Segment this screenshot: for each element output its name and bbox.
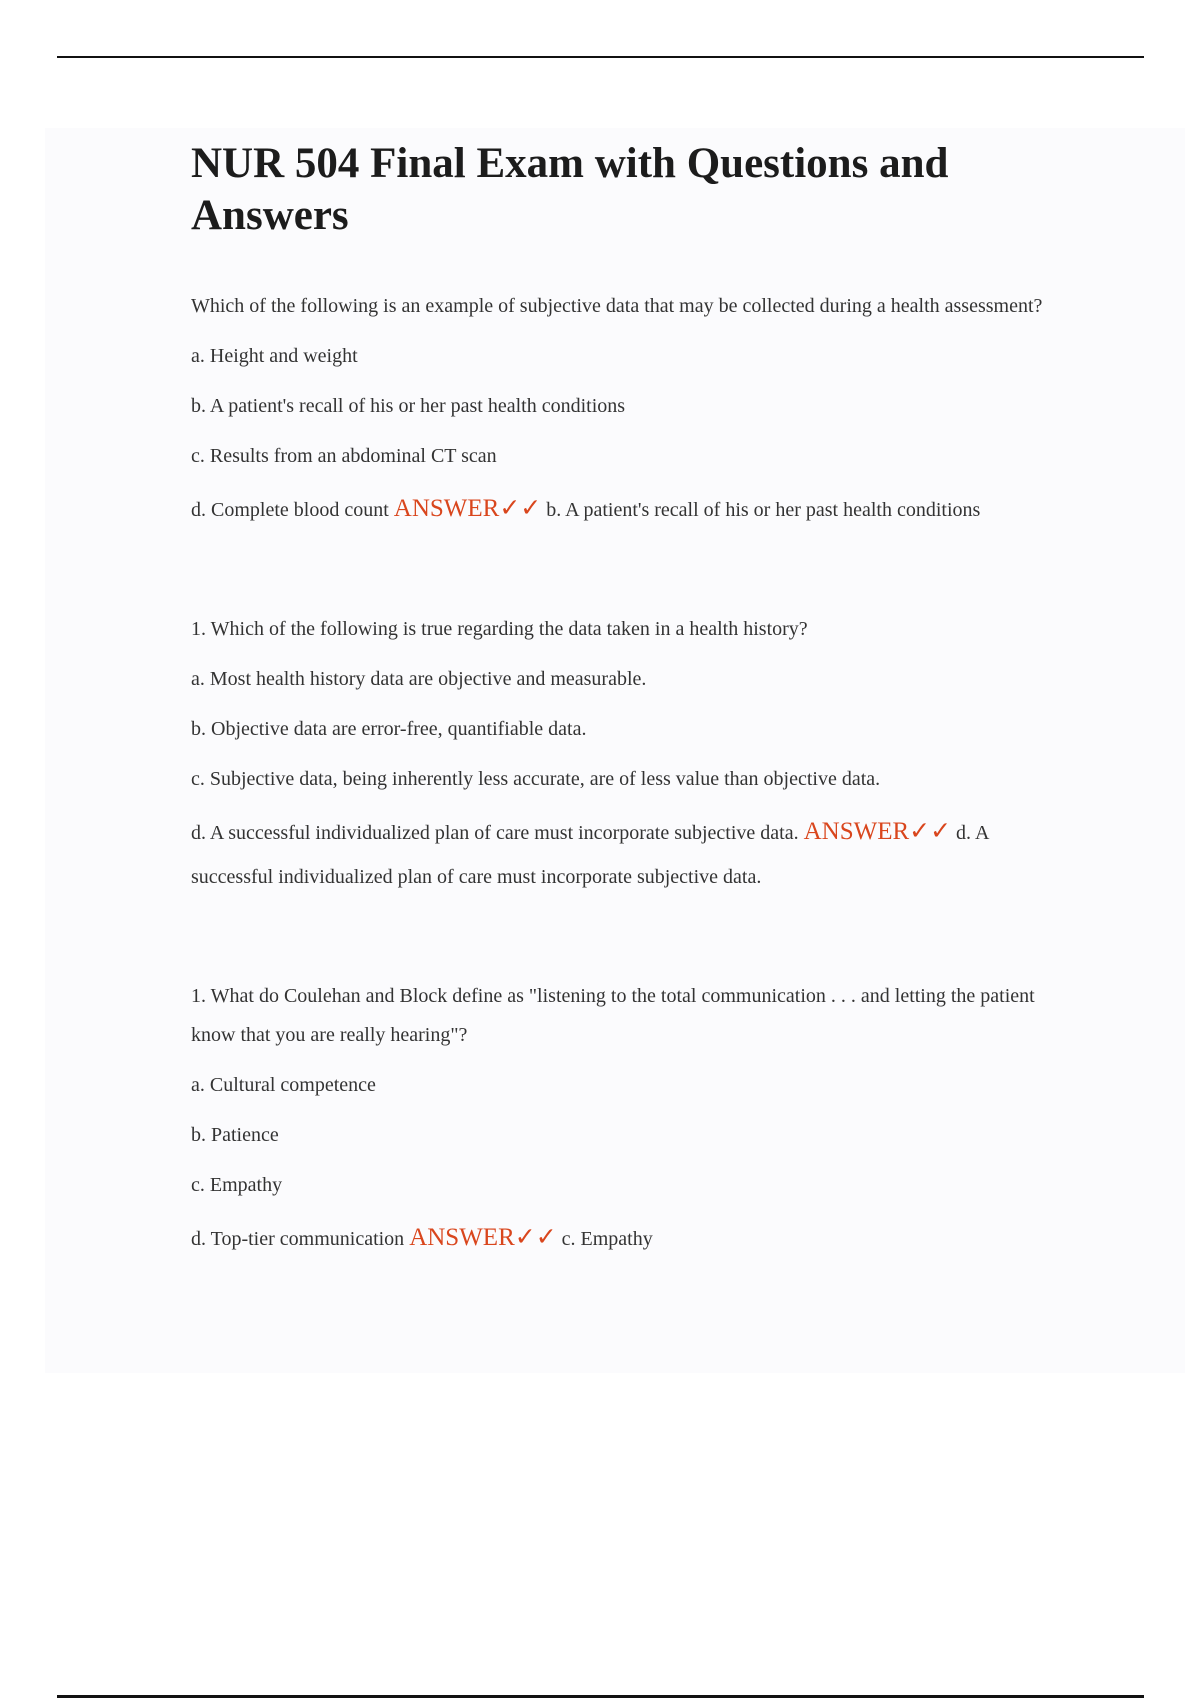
question-2 (191, 610, 1051, 899)
option-c: c. Subjective data, being inherently less accurate, are of less value than objective data. (191, 768, 881, 790)
option-c: c. Empathy (191, 1174, 283, 1196)
question-1 (191, 287, 1051, 532)
answer-text: d. A successful individualized plan of care must incorporate subjective data. (191, 822, 989, 888)
answer-text: b. A patient's recall of his or her past health conditions (546, 499, 981, 521)
option-c: c. Results from an abdominal CT scan (191, 445, 497, 467)
option-a: a. Most health history data are objective and measurable. (191, 668, 647, 690)
question-text: 1. Which of the following is true regarding the data taken in a health history? (191, 618, 808, 640)
document-body (191, 138, 1051, 1277)
option-d-with-answer (191, 810, 1051, 899)
document-title: NUR 504 Final Exam with Questions and Answers (191, 140, 949, 239)
question-spacer (191, 915, 1051, 977)
question-3 (191, 977, 1051, 1261)
option-b: b. Objective data are error-free, quantifiable data. (191, 718, 587, 740)
option-b: b. A patient's recall of his or her past health conditions (191, 395, 626, 417)
footer-rule (57, 1695, 1144, 1698)
option-d: d. Top-tier communication (191, 1228, 405, 1250)
option-d: d. Complete blood count (191, 499, 389, 521)
option-d-with-answer (191, 487, 1051, 532)
option-d: d. A successful individualized plan of care must incorporate subjective data. (191, 822, 799, 844)
question-spacer (191, 548, 1051, 610)
option-b: b. Patience (191, 1124, 279, 1146)
option-a: a. Height and weight (191, 345, 358, 367)
header-rule (57, 56, 1144, 58)
question-text: Which of the following is an example of subjective data that may be collected during a health assessment? (191, 295, 1043, 317)
question-text: 1. What do Coulehan and Block define as "listening to the total communication . . . and letting the patient know that you are really hearing"? (191, 985, 1035, 1046)
option-d-with-answer (191, 1216, 1051, 1261)
option-a: a. Cultural competence (191, 1074, 376, 1096)
answer-marker: ANSWER✓✓ (393, 495, 542, 522)
answer-text: c. Empathy (561, 1228, 653, 1250)
answer-marker: ANSWER✓✓ (803, 818, 952, 845)
answer-marker: ANSWER✓✓ (409, 1224, 557, 1251)
